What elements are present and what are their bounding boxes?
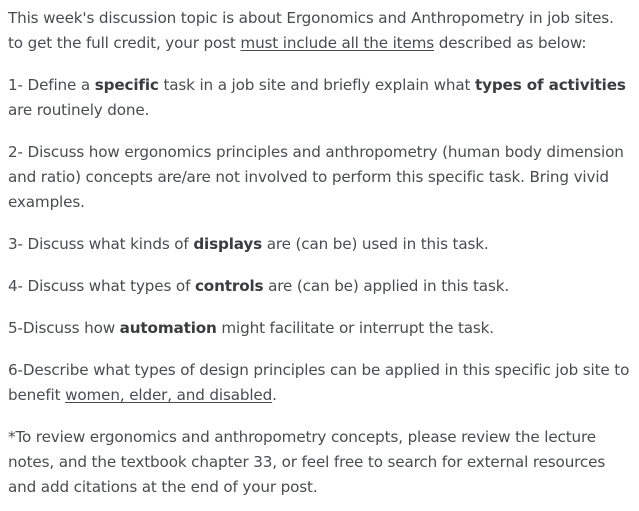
item-6-post: . xyxy=(272,386,277,404)
item-4 xyxy=(8,274,636,299)
item-6-underlined-groups: women, elder, and disabled xyxy=(65,386,273,404)
intro-line-1: This week's discussion topic is about Ergonomics and Anthropometry in job sites. xyxy=(8,9,614,27)
item-4-pre: 4- Discuss what types of xyxy=(8,277,195,295)
item-3 xyxy=(8,232,636,257)
item-3-bold-displays: displays xyxy=(193,235,263,253)
item-1-post: are routinely done. xyxy=(8,101,150,119)
item-1-mid: task in a job site and briefly explain what xyxy=(158,76,475,94)
footnote-text: *To review ergonomics and anthropometry concepts, please review the lecture notes, and the textbook chapter 33, or feel free to search for external resources and add citations at the end of your post. xyxy=(8,428,606,496)
intro-underlined-requirement: must include all the items xyxy=(240,34,435,52)
item-4-bold-controls: controls xyxy=(194,277,264,295)
item-6-pre: 6-Describe what types of design principles can be applied in this specific job site to benefit xyxy=(8,361,630,404)
item-3-pre: 3- Discuss what kinds of xyxy=(8,235,194,253)
item-5-bold-automation: automation xyxy=(119,319,217,337)
intro-line-2-pre: to get the full credit, your post xyxy=(8,34,241,52)
intro-line-2-post: described as below: xyxy=(434,34,587,52)
item-2 xyxy=(8,140,636,215)
item-1-pre: 1- Define a xyxy=(8,76,95,94)
item-1-bold-activities: types of activities xyxy=(474,76,626,94)
item-5-pre: 5-Discuss how xyxy=(8,319,120,337)
item-4-post: are (can be) applied in this task. xyxy=(263,277,510,295)
footnote xyxy=(8,425,636,500)
item-1 xyxy=(8,73,636,123)
item-5 xyxy=(8,316,636,341)
item-1-bold-specific: specific xyxy=(94,76,159,94)
item-3-post: are (can be) used in this task. xyxy=(262,235,489,253)
item-5-post: might facilitate or interrupt the task. xyxy=(216,319,494,337)
intro-paragraph xyxy=(8,6,636,56)
item-2-text: 2- Discuss how ergonomics principles and anthropometry (human body dimension and ratio) concepts are/are not involved to perform this specific task. Bring vivid examples. xyxy=(8,143,624,211)
item-6 xyxy=(8,358,636,408)
